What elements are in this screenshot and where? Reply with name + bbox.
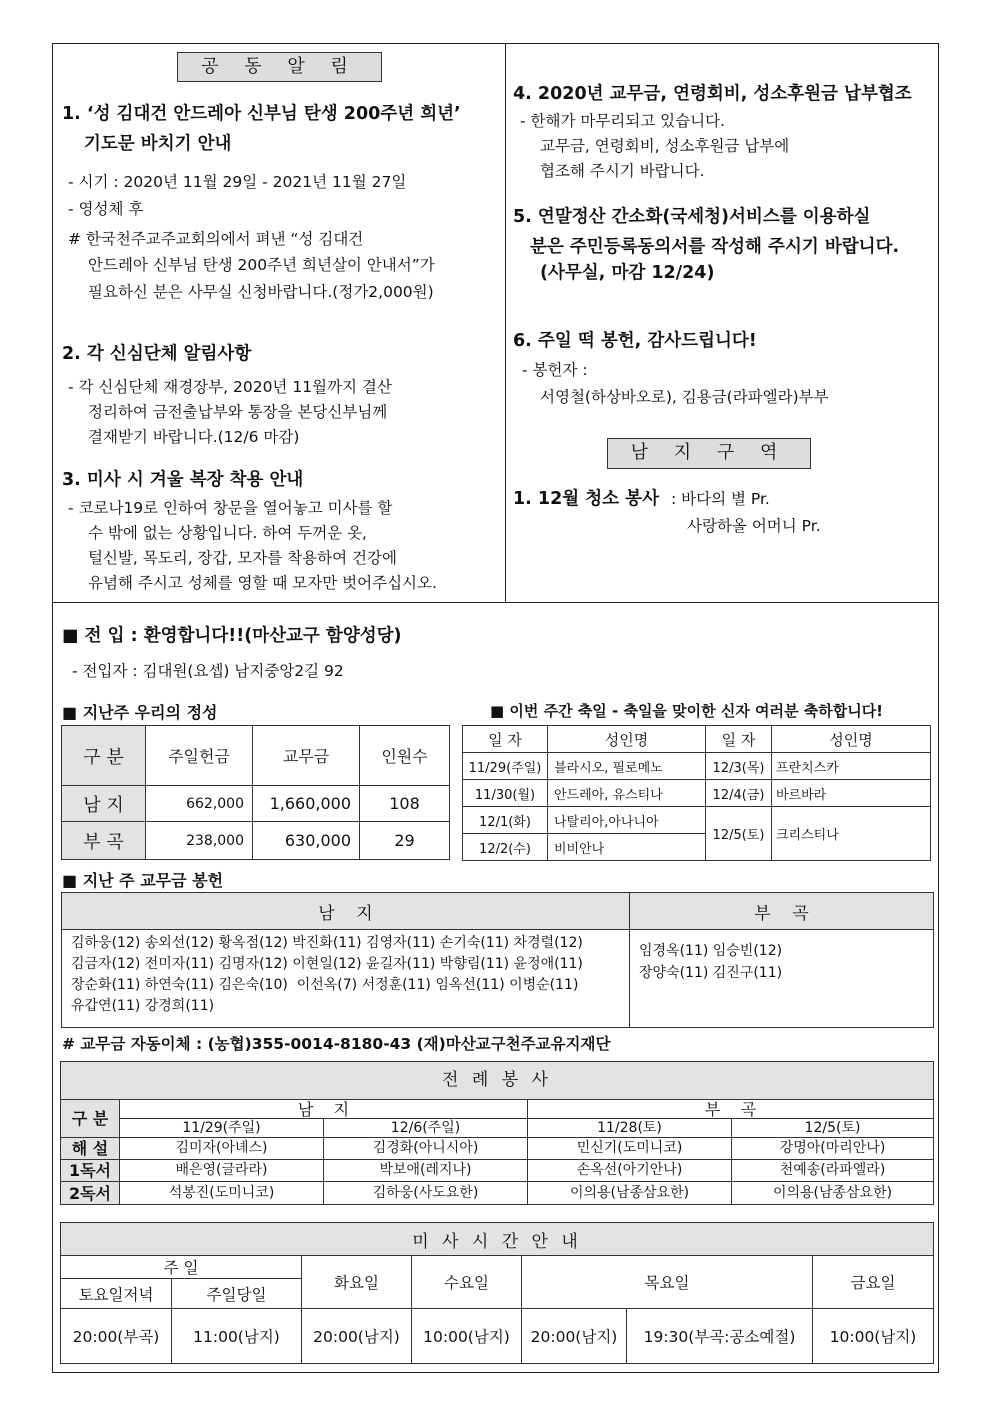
offerings-cell: 108	[360, 786, 450, 822]
notice-4-heading: 4. 2020년 교무금, 연령회비, 성소후원금 납부협조	[513, 84, 912, 104]
liturgy-group-namji: 남 지	[120, 1100, 528, 1119]
liturgy-date: 11/28(토)	[528, 1119, 732, 1138]
dues-col-bugok: 부 곡	[630, 893, 934, 930]
namji-item-line: 사랑하올 어머니 Pr.	[687, 517, 821, 535]
mass-time: 10:00(남지)	[813, 1309, 934, 1364]
feast-date: 11/30(월)	[463, 780, 548, 807]
autopay-note: # 교무금 자동이체 : (농협)355-0014-8180-43 (재)마산교구천주교유지재단	[62, 1035, 611, 1053]
dues-bugok-names	[630, 930, 934, 1028]
offerings-cell: 1,660,000	[253, 786, 360, 822]
offerings-header: 교무금	[253, 726, 360, 786]
offerings-header: 구 분	[62, 726, 146, 786]
mass-tue: 화요일	[302, 1256, 412, 1309]
mass-title: 미 사 시 간 안 내	[61, 1223, 934, 1256]
dues-donors-table	[61, 892, 934, 1028]
notice-1-line: 안드레아 신부님 탄생 200주년 희년살이 안내서”가	[88, 256, 435, 274]
dues-namji-line: 장순화(11) 하연숙(11) 김은숙(10) 이선옥(7) 서정훈(11) 임옥선(11) 이병순(11)	[71, 977, 579, 993]
mass-time: 19:30(부곡:공소예절)	[627, 1309, 813, 1364]
column-divider	[505, 43, 506, 603]
section-divider	[52, 602, 939, 603]
notice-1-heading-line2: 기도문 바치기 안내	[84, 134, 232, 154]
notice-5-heading-line2: 분은 주민등록동의서를 작성해 주시기 바랍니다.	[530, 237, 900, 257]
feast-date: 12/4(금)	[706, 780, 772, 807]
liturgy-role: 해 설	[61, 1138, 120, 1160]
liturgy-person: 손옥선(아기안나)	[528, 1160, 732, 1182]
feast-date: 12/5(토)	[706, 807, 772, 861]
notice-3-heading: 3. 미사 시 겨울 복장 착용 안내	[62, 470, 304, 490]
mass-time: 20:00(남지)	[302, 1309, 412, 1364]
dues-donors-heading: ■ 지난 주 교무금 봉헌	[62, 871, 224, 890]
notice-4-line: - 한해가 마무리되고 있습니다.	[520, 112, 725, 130]
liturgy-person: 천예송(라파엘라)	[732, 1160, 934, 1182]
notice-1-line: # 한국천주교주교회의에서 펴낸 “성 김대건	[68, 230, 364, 248]
notice-1-line: - 시기 : 2020년 11월 29일 - 2021년 11월 27일	[68, 173, 407, 191]
notice-6-line: 서영철(하상바오로), 김용금(라파엘라)부부	[540, 388, 829, 406]
namji-item-heading: 1. 12월 청소 봉사	[513, 489, 659, 509]
dues-col-namji: 남 지	[62, 893, 630, 930]
liturgy-title: 전 례 봉 사	[61, 1062, 934, 1100]
liturgy-date: 11/29(주일)	[120, 1119, 324, 1138]
liturgy-person: 박보애(레지나)	[324, 1160, 528, 1182]
liturgy-role: 1독서	[61, 1160, 120, 1182]
namji-section-title: 남 지 구 역	[607, 438, 811, 469]
dues-namji-line: 김금자(12) 전미자(11) 김명자(12) 이현일(12) 윤길자(11) 박향림(11) 윤정애(11)	[71, 956, 583, 972]
feast-saint: 크리스티나	[772, 807, 931, 861]
mass-times-table	[60, 1222, 934, 1364]
offerings-row-label: 부 곡	[62, 822, 146, 860]
namji-item-line: : 바다의 별 Pr.	[671, 490, 770, 508]
feasts-header: 성인명	[548, 726, 706, 753]
common-notice-title: 공 동 알 림	[177, 52, 382, 82]
notice-5-heading-line1: 5. 연말정산 간소화(국세청)서비스를 이용하실	[513, 207, 871, 227]
offerings-header: 인원수	[360, 726, 450, 786]
dues-namji-names	[62, 930, 630, 1028]
notice-4-line: 교무금, 연령회비, 성소후원금 납부에	[540, 137, 790, 155]
liturgy-person: 김하웅(사도요한)	[324, 1182, 528, 1205]
mass-sunday: 주 일	[61, 1256, 302, 1279]
liturgy-person: 이의용(남종삼요한)	[528, 1182, 732, 1205]
notice-2-line: - 각 신심단체 재경장부, 2020년 11월까지 결산	[68, 378, 392, 396]
feast-saint: 프란치스카	[772, 753, 931, 780]
feast-saint: 안드레아, 유스티나	[548, 780, 706, 807]
notice-3-line: 수 밖에 없는 상황입니다. 하여 두꺼운 옷,	[88, 524, 367, 542]
notice-6-heading: 6. 주일 떡 봉헌, 감사드립니다!	[513, 331, 757, 351]
notice-5-heading-line3: (사무실, 마감 12/24)	[540, 263, 715, 283]
notice-2-line: 정리하여 금전출납부와 통장을 본당신부님께	[88, 403, 388, 421]
dues-bugok-line: 장양숙(11) 김진구(11)	[639, 965, 783, 981]
feast-saint: 바르바라	[772, 780, 931, 807]
feasts-header: 일 자	[706, 726, 772, 753]
mass-sat-evening: 토요일저녁	[61, 1279, 172, 1309]
liturgy-date: 12/6(주일)	[324, 1119, 528, 1138]
liturgy-table	[60, 1061, 934, 1205]
liturgy-date: 12/5(토)	[732, 1119, 934, 1138]
feast-saint: 블라시오, 필로메노	[548, 753, 706, 780]
mass-sun-day: 주일당일	[172, 1279, 302, 1309]
liturgy-group-bugok: 부 곡	[528, 1100, 934, 1119]
liturgy-col-label: 구 분	[61, 1100, 120, 1138]
offerings-row-label: 남 지	[62, 786, 146, 822]
notice-3-line: 유념해 주시고 성체를 영할 때 모자만 벗어주십시오.	[88, 574, 437, 592]
transfer-heading: ■ 전 입 : 환영합니다!!(마산교구 함양성당)	[62, 626, 402, 646]
offerings-cell: 630,000	[253, 822, 360, 860]
feasts-header: 일 자	[463, 726, 548, 753]
offerings-heading: ■ 지난주 우리의 정성	[62, 703, 218, 722]
mass-time: 20:00(부곡)	[61, 1309, 172, 1364]
notice-2-line: 결재받기 바랍니다.(12/6 마감)	[88, 428, 300, 446]
liturgy-person: 배은영(글라라)	[120, 1160, 324, 1182]
notice-1-heading-line1: 1. ‘성 김대건 안드레아 신부님 탄생 200주년 희년’	[62, 104, 461, 124]
notice-1-line: 필요하신 분은 사무실 신청바랍니다.(정가2,000원)	[88, 283, 434, 301]
liturgy-role: 2독서	[61, 1182, 120, 1205]
mass-time: 11:00(남지)	[172, 1309, 302, 1364]
feast-date: 12/3(목)	[706, 753, 772, 780]
feast-date: 12/1(화)	[463, 807, 548, 834]
feast-saint: 비비안나	[548, 834, 706, 861]
liturgy-person: 석봉진(도미니코)	[120, 1182, 324, 1205]
mass-wed: 수요일	[412, 1256, 522, 1309]
liturgy-person: 민신기(도미니코)	[528, 1138, 732, 1160]
offerings-table	[61, 725, 450, 860]
feasts-table	[462, 725, 931, 861]
liturgy-person: 김미자(아녜스)	[120, 1138, 324, 1160]
liturgy-person: 이의용(남종삼요한)	[732, 1182, 934, 1205]
offerings-header: 주일헌금	[146, 726, 253, 786]
notice-3-line: 털신발, 목도리, 장갑, 모자를 착용하여 건강에	[88, 549, 397, 567]
notice-1-line: - 영성체 후	[68, 200, 144, 218]
dues-namji-line: 유갑연(11) 강경희(11)	[71, 998, 215, 1014]
feasts-header: 성인명	[772, 726, 931, 753]
mass-thu: 목요일	[522, 1256, 813, 1309]
transfer-line: - 전입자 : 김대원(요셉) 남지중앙2길 92	[72, 662, 344, 680]
mass-time: 20:00(남지)	[522, 1309, 627, 1364]
feast-saint: 나탈리아,아나니아	[548, 807, 706, 834]
offerings-cell: 29	[360, 822, 450, 860]
mass-fri: 금요일	[813, 1256, 934, 1309]
liturgy-person: 김경화(아니시아)	[324, 1138, 528, 1160]
offerings-cell: 662,000	[146, 786, 253, 822]
offerings-cell: 238,000	[146, 822, 253, 860]
feasts-heading: ■ 이번 주간 축일 - 축일을 맞이한 신자 여러분 축하합니다!	[490, 702, 884, 720]
notice-2-heading: 2. 각 신심단체 알림사항	[62, 344, 252, 364]
liturgy-person: 강명아(마리안나)	[732, 1138, 934, 1160]
dues-bugok-line: 임경옥(11) 임승빈(12)	[639, 943, 783, 959]
dues-namji-line: 김하웅(12) 송외선(12) 황옥점(12) 박진화(11) 김영자(11) 손기숙(11) 차경렬(12)	[71, 935, 583, 951]
feast-date: 12/2(수)	[463, 834, 548, 861]
feast-date: 11/29(주일)	[463, 753, 548, 780]
mass-time: 10:00(남지)	[412, 1309, 522, 1364]
notice-3-line: - 코로나19로 인하여 창문을 열어놓고 미사를 할	[68, 499, 393, 517]
notice-4-line: 협조해 주시기 바랍니다.	[540, 162, 705, 180]
notice-6-line: - 봉헌자 :	[522, 361, 588, 379]
